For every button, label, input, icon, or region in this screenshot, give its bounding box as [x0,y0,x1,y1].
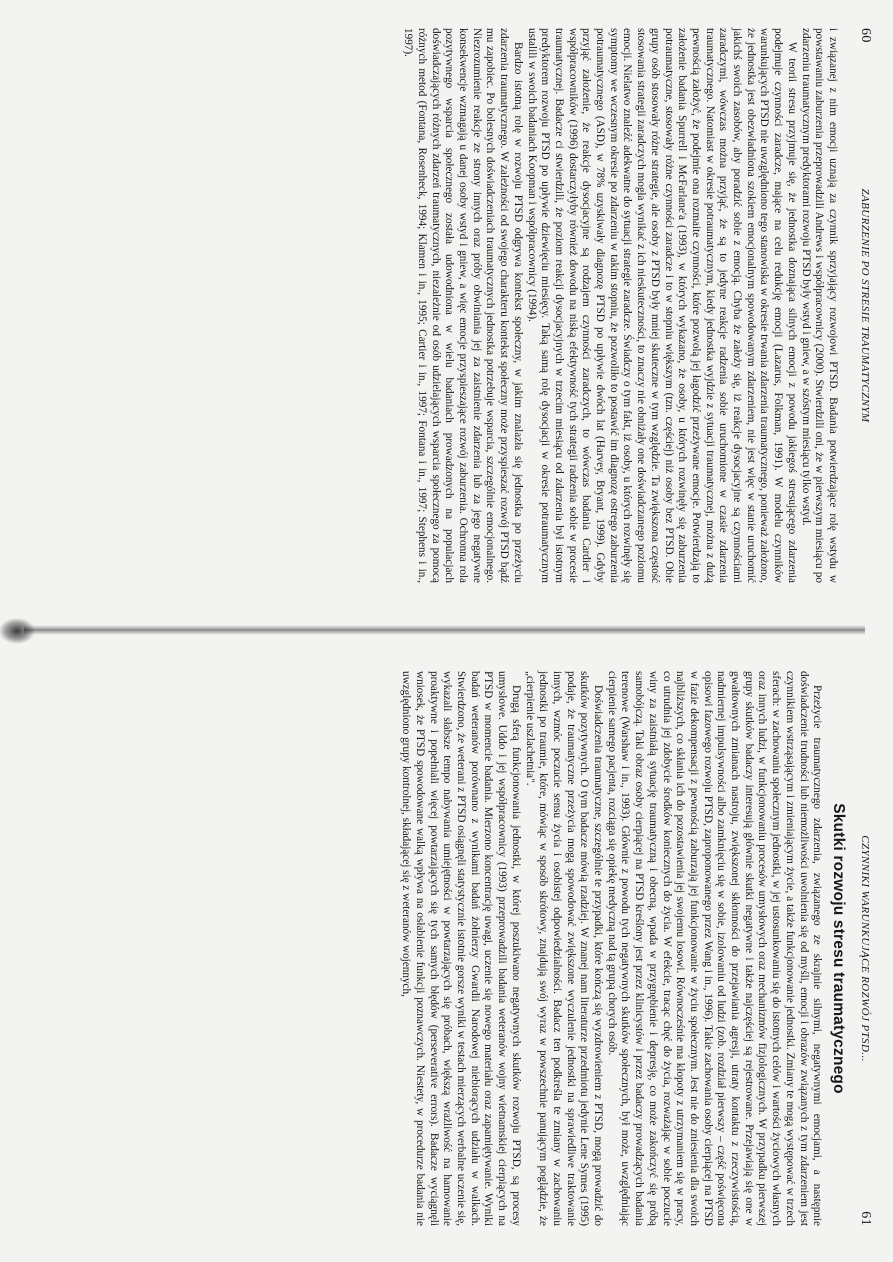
right-running-head: CZYNNIKI WARUNKUJĄCE ROZWÓJ PTSD... [859,835,871,1062]
left-paragraph-1: i związanej z nim emocji uznają za czynnik sprzyjający rozwojowi PTSD. Badania potwierdzające rolę wstydu w powstawaniu zaburzenia przeprowadzili Andrews i współpracownicy (2000). Stwierdzili oni, że w pierwszym miesiącu po zdarzeniu traumatycznym predyktorami rozwoju PTSD były wstyd i gniew, a w szóstym miesiącu tylko wstyd. [799,28,839,583]
left-running-head: ZABURZENIE PO STRESIE TRAUMATYCZNYM [859,188,871,423]
book-gutter [24,625,865,635]
left-paragraph-3: Bardzo istotną rolę w rozwoju PTSD odgrywa kontekst społeczny, w jakim znalazła się jednostka po przeżyciu zdarzenia traumatycznego. W zależności od swojego charakteru kontekst społeczny może przyspieszać rozwój PTSD bądź mu zapobiec. Po bolesnych doświadczeniach traumatycznych jednostka potrzebuje wsparcia, szczególnie emocjonalnego. Niezrozumienie reakcje ze strony innych oraz próby obwiniania jej za zaistnienie zdarzenia lub za jego negatywne konsekwencje wzmagają u danej osoby wstyd i gniew, a więc emocje przyspieszające rozwój zaburzenia. Ochronna rola pozytywnego wsparcia społecznego została udowodniona w wielu badaniach prowadzonych na populacjach doświadczających różnych zdarzeń traumatycznych, niezależnie od osób udzielających wsparcia społecznego za pomocą różnych metod (Fontana, Rosenheck, 1994; Klamen i in., 1995; Cartier i in., 1997; Fontana i in., 1997; Stephens i in., 1997). [402,28,524,583]
left-page-number: 60 [858,28,873,43]
left-page [0,28,893,583]
left-page-body [401,28,840,583]
right-page-body [399,671,846,1226]
gutter-shadow [0,618,35,644]
left-paragraph-2: W teorii stresu przyjmuje się, że jednostka doznająca silnych emocji z powodu jakiegoś stresującego zdarzenia podejmuje czynności zaradcze, mające na celu redukcję emocji (Lazarus, Folkman, 1991). W modelu czynników warunkujących PTSD nie uwzględniono tego stanowiska w okresie trwania zdarzenia traumatycznego, ponieważ założono, że jednostka jest obezwładniona szokiem emocjonalnym spowodowanym zdarzeniem, nie jest więc w stanie uruchomić jakichś swoich zasobów, aby poradzić sobie z emocją. Chyba że założy się, iż reakcje dysocjacyjne są czynnościami zaradczymi, wówczas można przyjąć, że są to jedyne reakcje radzenia sobie uruchomione w czasie zdarzenia traumatycznego. Natomiast w okresie potraumatycznym, kiedy jednostka wyjdzie z sytuacji traumatycznej, można z dużą pewnością założyć, że podejmie ona rozmaite czynności, które pozwolą jej łagodzić przeżywane emocje. Potwierdzają to założenie badania Spurrell i McFarlane'a (1993), w których wykazano, że osoby, u których rozwinęły się zaburzenia potraumatyczne, stosowały różne czynności zaradcze i to w stopniu większym (tzn. częściej) niż osoby bez PTSD. Obie grupy osób stosowały różne strategie, ale osoby z PTSD były mniej skuteczne w tym względzie. Ta zwiększona częstość stosowania strategii zaradczych mogła wynikać z ich nieskuteczności, to znaczy nie obniżały one doświadczanego poziomu emocji. Nielatwo znaleźć adekwatne do sytuacji strategie zaradcze. Świadczy o tym fakt, iż osoby, u których rozwinęły się symptomy we wczesnym okresie po zdarzeniu w takim stopniu, że pozwoliło to postawić im diagnozę ostrego zaburzenia potraumatycznego (ASD), w 78% uzyskiwały diagnozę PTSD po upływie dwóch lat (Harvey, Bryant, 1999). Gdyby przyjąć założenie, że reakcje dysocjacyjne są rodzajem czynności zaradczych, to wówczas badania Cardier i współpracowników (1996) dostarczyłyby również dowodu na niską efektywność tych strategii radzenia sobie w procesie traumatycznej. Badacze ci stwierdzili, że poziom reakcji dysocjacyjnych w trzecim miesiącu od zdarzenia był istotnym predyktorem rozwoju PTSD po upływie dziewięciu miesięcy. Taką samą rolę dysocjacji w okresie potraumatycznym ustalili w swoich badaniach Koopman i współpracownicy (1994). [525,28,798,583]
right-page [0,671,893,1226]
section-title: Skutki rozwoju stresu traumatycznego [830,803,847,1094]
right-page-number: 61 [858,1211,873,1226]
right-paragraph-3: Drugą sferą funkcjonowania jednostki, w której poszukiwano negatywnych skutków rozwoju PTSD, są procesy umysłowe. Uddo i jej współpracownicy (1993) przeprowadzili badania weteranów wojny wietnamskiej cierpiących na PTSD w momencie badania. Mierzono koncentrację uwagi, uczenie się nowego materiału oraz zapamiętywanie. Wyniki badań weteranów porównano z wynikami badań żołnierzy Gwardii Narodowej niebiorących udziału w walkach. Stwierdzono, że weterani z PTSD osiągnęli statystycznie istotnie gorsze wyniki w testach mierzących werbalne uczenie się, wykazali słabsze tempo nabywania umiejętności w powtarzających się próbach, większą wrażliwość na hamowanie proaktywne i popełniali więcej powtarzających się tych samych błędów (perseverative errors). Badacze wyciągnęli wniosek, że PTSD spowodowane walką wpływa na osłabienie funkcji poznawczych. Niestety, w procedurze badania nie uwzględniono grupy kontrolnej, składającej się z weteranów wojennych, [400,671,522,1226]
right-paragraph-2: Doświadczenia traumatyczne, szczególnie te przypadki, które kończą się wyzdrowieniem z PTSD, mogą prowadzić do skutków pozytywnych. O tym badacze mówią rzadziej. W znanej nam literaturze przedmiotu jedynie Lene Symes (1995) podaje, że traumatyczne przeżycia mogą spowodować zwiększone wyczulenie jednostki na sprawiedliwe traktowanie innych, wzmóc poczucie sensu życia i osobistej odpowiedzialności. Badacz ten podkreśla te zmiany w zachowaniu jednostki po traumie, które, mówiąc w sposób skrótowy, znajdują swój wyraz w powszechnie panującym poglądzie, że „cierpienie uszlachetnia". [523,671,605,1226]
right-page-header [855,671,871,1226]
right-paragraph-1: Przeżycie traumatycznego zdarzenia, związanego ze skrajnie silnymi, negatywnymi emocjami, a następnie doświadczenie trudności lub niemożliwości uwolnienia się od myśli, emocji i obrazów związanych z tym zdarzeniem jest czynnikiem wstrząsającym i zmieniającym życie, a także funkcjonowanie jednostki. Zmiany te mogą występować w trzech sferach: w zachowaniu społecznym jednostki, w jej ustosunkowaniu się do istotnych celów i wartości życiowych własnych oraz innych ludzi, w funkcjonowaniu procesów umysłowych oraz mechanizmów fizjologicznych. W przypadku pierwszej grupy skutków badaczy interesują głównie skutki negatywne i także najczęściej są rejestrowane. Przejawiają się one w gwałtownych zmianach nastroju, zwiększonej skłonności do przejawiania agresji, utraty kontaktu z rzeczywistością, nadmiernej impulsywności albo zamknięciu się w sobie, izolowaniu od ludzi (zob. rozdział pierwszy – część poświęcona opisowi fazowego rozwoju PTSD, zaproponowanego przez Wang i in., 1996). Takie zachowania osoby cierpiącej na PTSD w fazie dekompensacji z pewnością zaburzają jej funkcjonowanie w życiu społecznym. Jest nie do zniesienia dla swoich najbliższych, co skłania ich do pozostawienia jej swojemu losowi. Równocześnie ma kłopoty z utrzymaniem się w pracy, co utrudnia jej zdobycie środków koniecznych do życia. W efekcie, tracąc chęć do życia, rozważając w sobie poczucie winy za zaistniałą sytuację traumatyczną i obecną, wpada w przygnębienie i depresję, co może zakończyć się próbą samobójczą. Taki obraz osoby cierpiącej na PTSD kreślony jest przez klinicystów i przez badaczy prowadzących badania terenowe (Warshaw i in., 1993). Głównie z powodu tych negatywnych skutków społecznych, był może, uwzględniając cierpienie samego pacjenta, rozciąga się opiekę medyczną nad tą grupą chorych osób. [605,671,824,1226]
left-page-header [855,28,871,583]
